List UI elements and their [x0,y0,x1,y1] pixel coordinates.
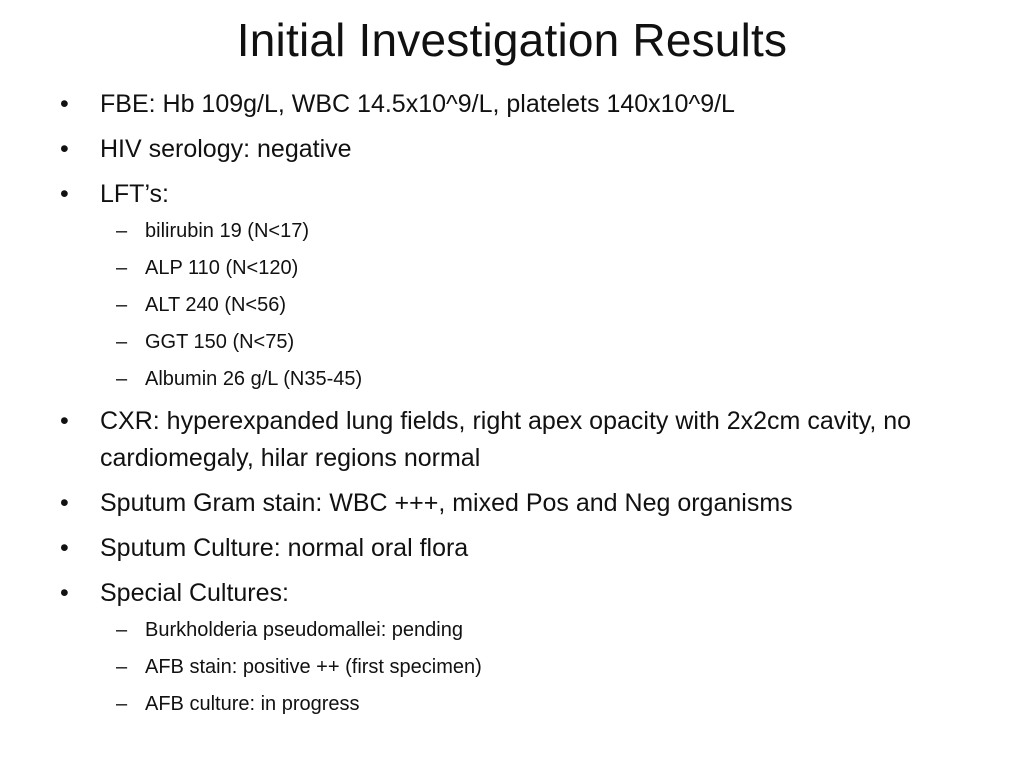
sub-list [60,614,980,720]
sub-bullet-text: bilirubin 19 (N<17) [145,220,309,242]
sub-bullet-marker: – [116,257,128,279]
sub-bullet-text: AFB stain: positive ++ (first specimen) [145,656,482,678]
sub-bullet-item [60,614,980,646]
sub-bullet-text: AFB culture: in progress [145,693,360,715]
bullet-item [60,575,980,720]
sub-bullet-text: ALT 240 (N<56) [145,294,287,316]
sub-bullet-marker: – [116,368,128,390]
sub-bullet-item [60,215,980,247]
bullet-item [60,485,980,522]
bullet-marker: • [60,579,69,607]
sub-bullet-item [60,326,980,358]
bullet-item [60,176,980,395]
bullet-text: FBE: Hb 109g/L, WBC 14.5x10^9/L, platelets 140x10^9/L [100,90,735,118]
sub-bullet-marker: – [116,656,128,678]
sub-bullet-text: ALP 110 (N<120) [145,257,299,279]
sub-bullet-text: Burkholderia pseudomallei: pending [145,619,463,641]
bullet-marker: • [60,534,69,562]
sub-bullet-item [60,289,980,321]
bullet-item [60,86,980,123]
bullet-item [60,131,980,168]
sub-bullet-text: Albumin 26 g/L (N35-45) [145,368,363,390]
sub-bullet-item [60,252,980,284]
sub-bullet-marker: – [116,294,128,316]
bullet-text: CXR: hyperexpanded lung fields, right apex opacity with 2x2cm cavity, no cardiomegaly, hilar regions normal [100,407,912,472]
sub-bullet-text: GGT 150 (N<75) [145,331,295,353]
slide-content [60,86,980,728]
bullet-text: Sputum Culture: normal oral flora [100,534,469,562]
sub-bullet-marker: – [116,693,128,715]
bullet-text: LFT’s: [100,180,169,208]
sub-bullet-marker: – [116,331,128,353]
bullet-marker: • [60,489,69,517]
bullet-text: Special Cultures: [100,579,289,607]
bullet-marker: • [60,407,69,435]
sub-bullet-item [60,363,980,395]
bullet-text: Sputum Gram stain: WBC +++, mixed Pos and Neg organisms [100,489,793,517]
bullet-item [60,530,980,567]
sub-bullet-marker: – [116,220,128,242]
bullet-marker: • [60,90,69,118]
bullet-marker: • [60,180,69,208]
bullet-item [60,403,980,477]
bullet-text: HIV serology: negative [100,135,352,163]
sub-bullet-item [60,688,980,720]
bullet-marker: • [60,135,69,163]
sub-list [60,215,980,395]
sub-bullet-item [60,651,980,683]
sub-bullet-marker: – [116,619,128,641]
slide-title: Initial Investigation Results [236,14,788,66]
